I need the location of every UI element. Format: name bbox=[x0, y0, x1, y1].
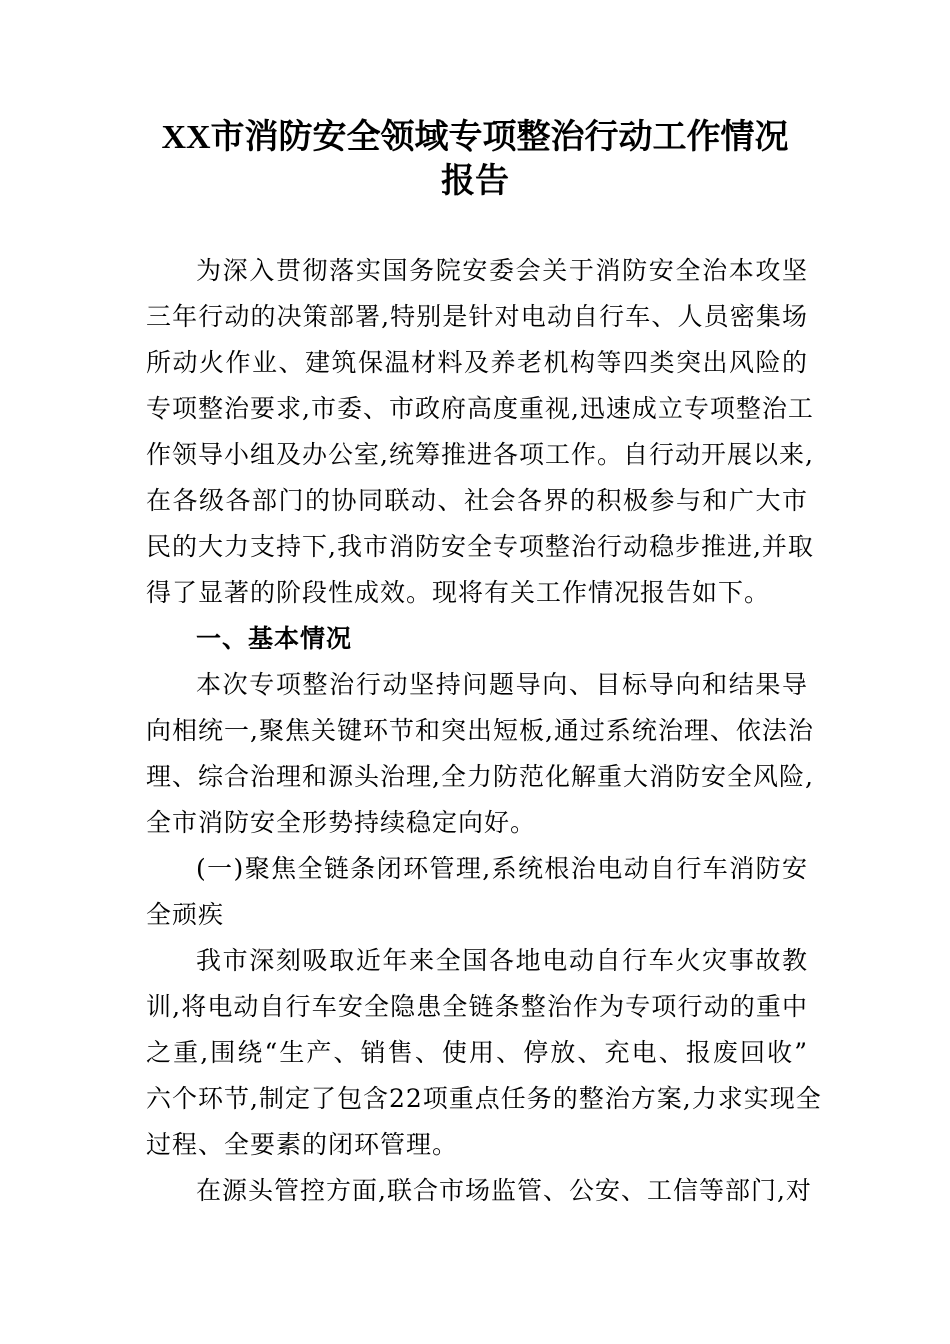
subsection-heading-line: 全顽疾 bbox=[146, 900, 225, 929]
subsection-heading-line: (一)聚焦全链条闭环管理,系统根治电动自行车消防安 bbox=[196, 854, 808, 883]
basic-situation-paragraph-line: 本次专项整治行动坚持问题导向、目标导向和结果导 bbox=[196, 670, 808, 699]
intro-paragraph-line: 三年行动的决策部署,特别是针对电动自行车、人员密集场 bbox=[146, 302, 808, 331]
ebike-paragraph-line: 我市深刻吸取近年来全国各地电动自行车火灾事故教 bbox=[196, 946, 808, 975]
intro-paragraph-line: 作领导小组及办公室,统筹推进各项工作。自行动开展以来, bbox=[146, 440, 814, 469]
ebike-paragraph-line: 过程、全要素的闭环管理。 bbox=[146, 1130, 459, 1159]
ebike-paragraph-line: 之重,围绕“生产、销售、使用、停放、充电、报废回收” bbox=[146, 1038, 808, 1067]
basic-situation-paragraph-line: 全市消防安全形势持续稳定向好。 bbox=[146, 808, 537, 837]
ebike-paragraph-line: 六个环节,制定了包含22项重点任务的整治方案,力求实现全 bbox=[146, 1084, 822, 1113]
intro-paragraph-line: 所动火作业、建筑保温材料及养老机构等四类突出风险的 bbox=[146, 348, 808, 377]
basic-situation-paragraph-line: 理、综合治理和源头治理,全力防范化解重大消防安全风险, bbox=[146, 762, 814, 791]
intro-paragraph-line: 为深入贯彻落实国务院安委会关于消防安全治本攻坚 bbox=[196, 256, 808, 285]
basic-situation-paragraph-line: 向相统一,聚焦关键环节和突出短板,通过系统治理、依法治 bbox=[146, 716, 814, 745]
intro-paragraph-line: 专项整治要求,市委、市政府高度重视,迅速成立专项整治工 bbox=[146, 394, 814, 423]
intro-paragraph-line: 得了显著的阶段性成效。现将有关工作情况报告如下。 bbox=[146, 578, 771, 607]
document-title: XX市消防安全领域专项整治行动工作情况 bbox=[161, 119, 789, 156]
section-heading-basic-situation: 一、基本情况 bbox=[196, 624, 353, 653]
source-control-paragraph-line: 在源头管控方面,联合市场监管、公安、工信等部门,对 bbox=[196, 1176, 812, 1205]
ebike-paragraph-line: 训,将电动自行车安全隐患全链条整治作为专项行动的重中 bbox=[146, 992, 808, 1021]
document-title-continued: 报告 bbox=[441, 163, 509, 200]
intro-paragraph-line: 在各级各部门的协同联动、社会各界的积极参与和广大市 bbox=[146, 486, 808, 515]
intro-paragraph-line: 民的大力支持下,我市消防安全专项整治行动稳步推进,并取 bbox=[146, 532, 814, 561]
